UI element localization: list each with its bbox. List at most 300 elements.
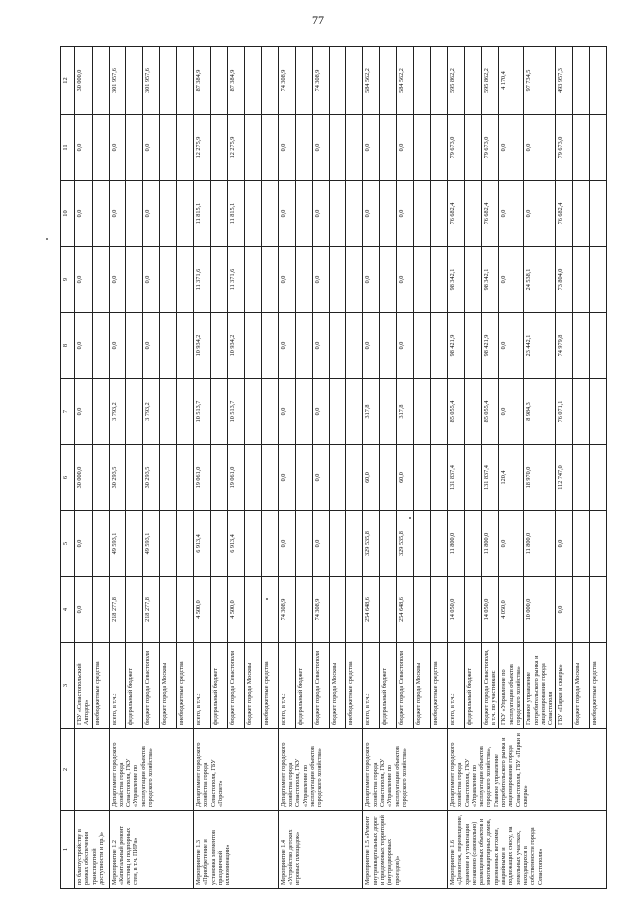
amount-cell	[177, 313, 194, 379]
amount-cell: 0,0	[143, 247, 160, 313]
measure-name-cell: по благоустройству в рамках обеспечения транспортной доступности и пр.)»	[75, 811, 110, 889]
amount-cell: 30 293,5	[109, 445, 126, 511]
amount-cell	[92, 511, 109, 577]
amount-cell: 74 308,9	[278, 47, 295, 115]
amount-cell: 0,0	[524, 115, 556, 181]
amount-cell: 11 371,6	[194, 247, 211, 313]
amount-cell: 74 308,9	[312, 47, 329, 115]
executor-cell: Департамент городского хозяйства города Севастополя, ГКУ «Управление по эксплуатации объектов городского хозяйства»	[278, 729, 363, 811]
amount-cell: 595 862,2	[447, 47, 464, 115]
funding-source-cell: бюджет города Севастополя	[397, 643, 414, 729]
amount-cell	[160, 313, 177, 379]
amount-cell	[346, 379, 363, 445]
amount-cell	[431, 247, 448, 313]
amount-cell	[590, 47, 607, 115]
amount-cell: 85 055,4	[481, 379, 499, 445]
column-number-cell: 6	[61, 445, 75, 511]
amount-cell: 10 000,0	[524, 577, 556, 643]
amount-cell	[431, 577, 448, 643]
amount-cell: 218 277,8	[109, 577, 126, 643]
measure-name-cell: Мероприятие 1.3 «Приобретение и установка элементов праздничной иллюминации»	[194, 811, 279, 889]
amount-cell: 76 682,4	[447, 181, 464, 247]
column-number-cell: 3	[61, 643, 75, 729]
executor-cell: Департамент городского хозяйства города Севастополя, ГКУ «Управление по эксплуатации объектов городского хозяйства», Главное управление потребительского рынка и лицензирования города Севастополя, ГБУ «Парки и скверы»	[447, 729, 606, 811]
amount-cell	[590, 511, 607, 577]
amount-cell: 73 804,0	[556, 247, 573, 313]
amount-cell	[464, 445, 481, 511]
amount-cell: 6 913,4	[227, 511, 244, 577]
funding-source-cell: бюджет города Москвы	[414, 643, 431, 729]
amount-cell: 11 815,1	[194, 181, 211, 247]
funding-source-cell: ГКУ «Управление по эксплуатации объектов городского хозяйства»	[499, 643, 524, 729]
amount-cell: 131 837,4	[481, 445, 499, 511]
amount-cell	[160, 445, 177, 511]
amount-cell	[244, 313, 261, 379]
amount-cell	[126, 511, 143, 577]
amount-cell: 0,0	[75, 115, 93, 181]
amount-cell: 0,0	[556, 511, 573, 577]
amount-cell: 131 837,4	[447, 445, 464, 511]
amount-cell: 11 800,0	[447, 511, 464, 577]
amount-cell	[177, 247, 194, 313]
column-number-cell: 8	[61, 313, 75, 379]
amount-cell: 79 673,0	[556, 115, 573, 181]
amount-cell: 30 000,0	[75, 445, 93, 511]
amount-cell	[590, 181, 607, 247]
page-number: 77	[312, 13, 324, 27]
amount-cell	[160, 47, 177, 115]
amount-cell: 60,0	[397, 445, 414, 511]
amount-cell	[346, 577, 363, 643]
table-row	[194, 47, 211, 889]
amount-cell: 0,0	[278, 313, 295, 379]
amount-cell	[244, 47, 261, 115]
amount-cell: 10 513,7	[194, 379, 211, 445]
funding-source-cell: внебюджетные средства	[346, 643, 363, 729]
amount-cell: 30 000,0	[75, 47, 93, 115]
amount-cell	[573, 115, 590, 181]
amount-cell	[464, 115, 481, 181]
amount-cell: 4 170,4	[499, 47, 524, 115]
amount-cell: 0,0	[312, 313, 329, 379]
amount-cell: 595 862,2	[481, 47, 499, 115]
amount-cell	[590, 445, 607, 511]
amount-cell: 120,4	[499, 445, 524, 511]
amount-cell	[126, 115, 143, 181]
amount-cell	[380, 313, 397, 379]
funding-source-cell: бюджет города Москвы	[573, 643, 590, 729]
column-number-cell: 9	[61, 247, 75, 313]
table-row	[278, 47, 295, 889]
funding-source-cell: бюджет города Москвы	[160, 643, 177, 729]
amount-cell: 60,0	[363, 445, 380, 511]
amount-cell	[414, 247, 431, 313]
amount-cell	[160, 379, 177, 445]
amount-cell	[414, 115, 431, 181]
amount-cell: 254 648,6	[363, 577, 380, 643]
amount-cell	[211, 511, 228, 577]
amount-cell	[590, 247, 607, 313]
amount-cell	[126, 181, 143, 247]
amount-cell: 218 277,8	[143, 577, 160, 643]
column-number-cell: 2	[61, 729, 75, 811]
amount-cell	[346, 115, 363, 181]
amount-cell	[431, 47, 448, 115]
amount-cell: 0,0	[278, 445, 295, 511]
amount-cell: 19 061,0	[227, 445, 244, 511]
amount-cell	[177, 47, 194, 115]
funding-source-cell: всего, в т.ч.:	[278, 643, 295, 729]
funding-source-cell: федеральный бюджет	[211, 643, 228, 729]
amount-cell	[329, 445, 346, 511]
amount-cell	[295, 181, 312, 247]
amount-cell: 0,0	[499, 247, 524, 313]
amount-cell	[126, 577, 143, 643]
amount-cell: 85 055,4	[447, 379, 464, 445]
amount-cell: 0,0	[109, 313, 126, 379]
amount-cell	[464, 577, 481, 643]
column-number-cell: 4	[61, 577, 75, 643]
amount-cell: 74 979,8	[556, 313, 573, 379]
amount-cell: 0,0	[75, 511, 93, 577]
amount-cell: 0,0	[363, 247, 380, 313]
amount-cell: 11 815,1	[227, 181, 244, 247]
amount-cell	[346, 511, 363, 577]
scan-speck	[46, 238, 48, 240]
column-number-cell: 1	[61, 811, 75, 889]
funding-source-cell: всего, в т.ч.:	[447, 643, 464, 729]
amount-cell: 23 442,1	[524, 313, 556, 379]
amount-cell	[414, 445, 431, 511]
amount-cell: 0,0	[312, 511, 329, 577]
amount-cell	[261, 181, 278, 247]
amount-cell	[211, 379, 228, 445]
amount-cell: 79 673,0	[447, 115, 464, 181]
funding-source-cell: всего, в т.ч.:	[194, 643, 211, 729]
amount-cell: 0,0	[278, 247, 295, 313]
amount-cell	[329, 511, 346, 577]
amount-cell	[244, 511, 261, 577]
amount-cell: 19 061,0	[194, 445, 211, 511]
amount-cell	[160, 511, 177, 577]
measure-name-cell: Мероприятие 1.4 «Устройство детских игровых площадок»	[278, 811, 363, 889]
amount-cell	[346, 247, 363, 313]
amount-cell	[573, 247, 590, 313]
amount-cell: 317,8	[363, 379, 380, 445]
measure-name-cell: Мероприятие 1.6 «Демонтаж, перемещение, хранение и утилизация незаконно (самовольно) размещенных объектов и многоквартирных домов, признанных ветхими, аварийными и подлежащих сносу, на земельных участках, находящихся в собственности города Севастополя»	[447, 811, 606, 889]
funding-source-cell: федеральный бюджет	[126, 643, 143, 729]
amount-cell: 0,0	[499, 181, 524, 247]
funding-source-cell: Главное управление потребительского рынка и лицензирования города Севастополя	[524, 643, 556, 729]
amount-cell	[431, 181, 448, 247]
amount-cell	[211, 445, 228, 511]
amount-cell: 0,0	[397, 181, 414, 247]
amount-cell: 329 535,8	[363, 511, 380, 577]
funding-source-cell: бюджет города Севастополя	[143, 643, 160, 729]
amount-cell	[177, 115, 194, 181]
amount-cell	[261, 313, 278, 379]
amount-cell	[295, 247, 312, 313]
amount-cell: 301 957,6	[143, 47, 160, 115]
amount-cell	[329, 115, 346, 181]
measure-name-cell: Мероприятие 1.2 «Капитальный ремонт лестниц и подпорных стен, в т.ч. ПИРа»	[109, 811, 194, 889]
table-row	[363, 47, 380, 889]
amount-cell	[346, 181, 363, 247]
amount-cell: 11 800,0	[481, 511, 499, 577]
column-number-cell: 7	[61, 379, 75, 445]
amount-cell: 3 793,2	[143, 379, 160, 445]
funding-source-cell: внебюджетные средства	[431, 643, 448, 729]
amount-cell	[346, 47, 363, 115]
amount-cell: 8 984,3	[524, 379, 556, 445]
executor-cell: Департамент городского хозяйства города Севастополя, ГКУ «Управление по эксплуатации объектов городского хозяйства»	[363, 729, 448, 811]
amount-cell	[346, 313, 363, 379]
amount-cell	[431, 313, 448, 379]
amount-cell: 0,0	[143, 181, 160, 247]
amount-cell	[92, 247, 109, 313]
amount-cell	[380, 181, 397, 247]
amount-cell	[414, 181, 431, 247]
amount-cell	[329, 577, 346, 643]
amount-cell	[244, 181, 261, 247]
amount-cell	[261, 247, 278, 313]
column-number-cell: 11	[61, 115, 75, 181]
column-number-cell: 10	[61, 181, 75, 247]
amount-cell	[414, 47, 431, 115]
amount-cell	[329, 181, 346, 247]
funding-source-cell: внебюджетные средства	[92, 643, 109, 729]
measure-name-cell: Мероприятие 1.5 «Ремонт внутриквартальных дорог и придомовых территорий (внутридворовых проездов)»	[363, 811, 448, 889]
amount-cell: 0,0	[109, 247, 126, 313]
table-row	[75, 47, 93, 889]
funding-source-cell: бюджет города Москвы	[244, 643, 261, 729]
amount-cell: 0,0	[143, 115, 160, 181]
amount-cell	[244, 379, 261, 445]
amount-cell	[573, 379, 590, 445]
amount-cell: 0,0	[397, 247, 414, 313]
amount-cell: 76 682,4	[481, 181, 499, 247]
amount-cell: 0,0	[75, 181, 93, 247]
amount-cell: 0,0	[109, 115, 126, 181]
amount-cell: 0,0	[312, 181, 329, 247]
amount-cell	[160, 247, 177, 313]
funding-source-cell: бюджет города Москвы	[329, 643, 346, 729]
amount-cell	[261, 47, 278, 115]
amount-cell	[329, 247, 346, 313]
amount-cell	[431, 115, 448, 181]
amount-cell: 14 050,0	[447, 577, 464, 643]
amount-cell: 87 384,9	[227, 47, 244, 115]
amount-cell: 12 275,9	[194, 115, 211, 181]
amount-cell	[295, 577, 312, 643]
amount-cell: 0,0	[363, 313, 380, 379]
budget-table	[60, 46, 607, 889]
table-row	[447, 47, 464, 889]
funding-source-cell: внебюджетные средства	[177, 643, 194, 729]
amount-cell	[160, 577, 177, 643]
amount-cell: 0,0	[499, 115, 524, 181]
amount-cell	[261, 379, 278, 445]
amount-cell	[295, 445, 312, 511]
amount-cell: 4 050,0	[499, 577, 524, 643]
amount-cell: 0,0	[397, 313, 414, 379]
amount-cell: 24 538,1	[524, 247, 556, 313]
amount-cell: 493 957,3	[556, 47, 573, 115]
amount-cell	[329, 379, 346, 445]
amount-cell	[177, 577, 194, 643]
amount-cell: 0,0	[312, 247, 329, 313]
amount-cell	[431, 511, 448, 577]
amount-cell	[126, 445, 143, 511]
amount-cell: 0,0	[556, 577, 573, 643]
funding-source-cell: бюджет города Севастополя	[227, 643, 244, 729]
amount-cell	[126, 247, 143, 313]
amount-cell	[92, 47, 109, 115]
amount-cell: 0,0	[363, 115, 380, 181]
amount-cell	[380, 47, 397, 115]
amount-cell	[414, 577, 431, 643]
amount-cell	[92, 577, 109, 643]
amount-cell	[590, 577, 607, 643]
amount-cell: 0,0	[109, 181, 126, 247]
amount-cell	[211, 577, 228, 643]
amount-cell	[295, 115, 312, 181]
amount-cell: 98 342,1	[447, 247, 464, 313]
amount-cell: 0,0	[75, 577, 93, 643]
rotated-table	[60, 47, 599, 889]
amount-cell: 0,0	[499, 313, 524, 379]
amount-cell: 0,0	[363, 181, 380, 247]
amount-cell	[380, 445, 397, 511]
amount-cell: 14 050,0	[481, 577, 499, 643]
amount-cell: 254 648,6	[397, 577, 414, 643]
amount-cell: 30 293,5	[143, 445, 160, 511]
amount-cell	[92, 313, 109, 379]
amount-cell	[244, 577, 261, 643]
amount-cell: 584 562,2	[363, 47, 380, 115]
amount-cell: 76 682,4	[556, 181, 573, 247]
amount-cell	[464, 47, 481, 115]
amount-cell: 79 673,0	[481, 115, 499, 181]
amount-cell	[261, 577, 278, 643]
amount-cell: 98 342,1	[481, 247, 499, 313]
amount-cell	[464, 511, 481, 577]
amount-cell	[261, 511, 278, 577]
amount-cell: 49 593,1	[109, 511, 126, 577]
amount-cell	[329, 47, 346, 115]
amount-cell: 74 308,9	[278, 577, 295, 643]
amount-cell: 11 800,0	[524, 511, 556, 577]
amount-cell: 0,0	[75, 313, 93, 379]
amount-cell	[244, 115, 261, 181]
amount-cell: 4 500,0	[194, 577, 211, 643]
amount-cell: 4 500,0	[227, 577, 244, 643]
amount-cell: 0,0	[278, 511, 295, 577]
amount-cell: 0,0	[278, 115, 295, 181]
amount-cell	[573, 577, 590, 643]
table-row	[109, 47, 126, 889]
amount-cell	[92, 379, 109, 445]
amount-cell	[211, 181, 228, 247]
amount-cell	[244, 247, 261, 313]
amount-cell	[414, 379, 431, 445]
amount-cell	[346, 445, 363, 511]
amount-cell: 0,0	[278, 379, 295, 445]
amount-cell: 0,0	[75, 247, 93, 313]
amount-cell	[590, 115, 607, 181]
amount-cell	[211, 247, 228, 313]
amount-cell: 10 934,2	[227, 313, 244, 379]
amount-cell	[177, 445, 194, 511]
amount-cell: 0,0	[312, 379, 329, 445]
amount-cell	[261, 445, 278, 511]
amount-cell: 317,8	[397, 379, 414, 445]
amount-cell	[211, 115, 228, 181]
amount-cell: 97 734,5	[524, 47, 556, 115]
amount-cell	[464, 181, 481, 247]
funding-source-cell: федеральный бюджет	[295, 643, 312, 729]
amount-cell	[329, 313, 346, 379]
funding-source-cell: бюджет города Севастополя	[312, 643, 329, 729]
funding-source-cell: ГБУ «Парки и скверы»	[556, 643, 573, 729]
amount-cell	[92, 181, 109, 247]
amount-cell	[295, 379, 312, 445]
amount-cell: 112 747,0	[556, 445, 573, 511]
amount-cell: 584 562,2	[397, 47, 414, 115]
funding-source-cell: бюджет города Севастополя, в т.ч. по участникам:	[481, 643, 499, 729]
amount-cell	[380, 577, 397, 643]
amount-cell	[160, 181, 177, 247]
amount-cell	[590, 313, 607, 379]
amount-cell	[431, 445, 448, 511]
amount-cell: 6 913,4	[194, 511, 211, 577]
amount-cell	[380, 379, 397, 445]
amount-cell	[573, 47, 590, 115]
amount-cell	[211, 313, 228, 379]
executor-cell	[75, 729, 110, 811]
amount-cell: 0,0	[75, 379, 93, 445]
column-number-cell: 12	[61, 47, 75, 115]
amount-cell	[431, 379, 448, 445]
amount-cell	[92, 445, 109, 511]
amount-cell	[573, 181, 590, 247]
amount-cell: 98 421,9	[481, 313, 499, 379]
funding-source-cell: федеральный бюджет	[380, 643, 397, 729]
funding-source-cell: внебюджетные средства	[590, 643, 607, 729]
amount-cell: 10 513,7	[227, 379, 244, 445]
amount-cell	[92, 115, 109, 181]
funding-source-cell: всего, в т.ч.:	[363, 643, 380, 729]
amount-cell	[126, 379, 143, 445]
amount-cell	[464, 247, 481, 313]
amount-cell: 87 384,9	[194, 47, 211, 115]
amount-cell	[177, 181, 194, 247]
amount-cell: 0,0	[499, 379, 524, 445]
funding-source-cell: всего, в т.ч.:	[109, 643, 126, 729]
amount-cell	[295, 313, 312, 379]
amount-cell	[464, 379, 481, 445]
funding-source-cell: внебюджетные средства	[261, 643, 278, 729]
amount-cell: 0,0	[143, 313, 160, 379]
amount-cell	[177, 379, 194, 445]
amount-cell: 10 934,2	[194, 313, 211, 379]
column-number-row	[61, 47, 75, 889]
rotated-table-region	[60, 47, 599, 889]
amount-cell: 0,0	[278, 181, 295, 247]
column-number-cell: 5	[61, 511, 75, 577]
amount-cell	[295, 47, 312, 115]
amount-cell	[380, 511, 397, 577]
